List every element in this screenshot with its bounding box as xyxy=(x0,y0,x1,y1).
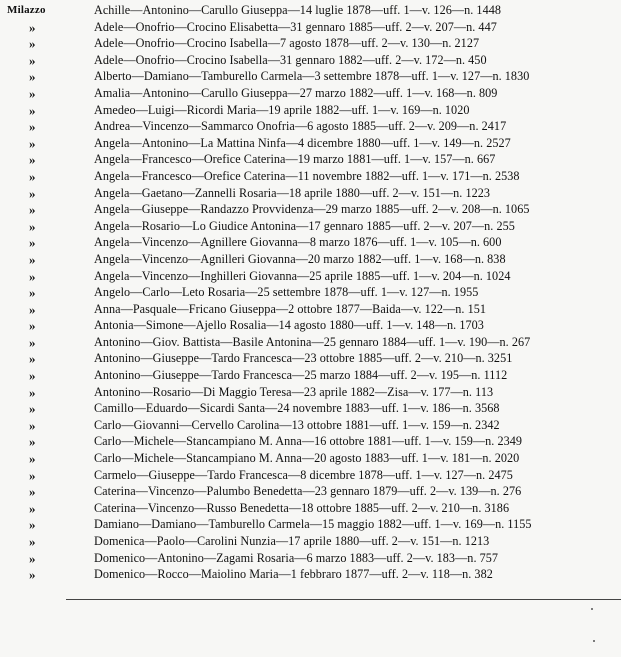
record-row xyxy=(0,317,621,334)
record-entry: Angela—Vincenzo—Agnilleri Giovanna—20 marzo 1882—uff. 1—v. 168—n. 838 xyxy=(94,251,506,266)
record-entry: Domenico—Antonino—Zagami Rosaria—6 marzo 1883—uff. 2—v. 183—n. 757 xyxy=(94,550,499,565)
ditto-mark: » xyxy=(29,268,36,284)
ditto-mark: » xyxy=(29,218,36,234)
record-row xyxy=(0,284,621,301)
ditto-mark: » xyxy=(29,152,36,168)
record-entry: Antonino—Rosario—Di Maggio Teresa—23 aprile 1882—Zisa—v. 177—n. 113 xyxy=(94,384,494,399)
birth-records-list xyxy=(0,2,621,583)
ditto-mark: » xyxy=(29,417,36,433)
ditto-mark: » xyxy=(29,334,36,350)
record-entry: Angela—Rosario—Lo Giudice Antonina—17 gennaro 1885—uff. 2—v. 207—n. 255 xyxy=(94,218,515,233)
ditto-mark: » xyxy=(29,135,36,151)
record-row xyxy=(0,367,621,384)
bottom-rule xyxy=(66,599,621,600)
record-row xyxy=(0,450,621,467)
record-entry: Antonino—Giuseppe—Tardo Francesca—23 ottobre 1885—uff. 2—v. 210—n. 3251 xyxy=(94,351,513,366)
record-entry: Damiano—Damiano—Tamburello Carmela—15 maggio 1882—uff. 1—v. 169—n. 1155 xyxy=(94,517,532,532)
record-row xyxy=(0,102,621,119)
print-speck xyxy=(591,608,593,610)
record-entry: Angela—Francesco—Orefice Caterina—19 marzo 1881—uff. 1—v. 157—n. 667 xyxy=(94,152,496,167)
record-row xyxy=(0,417,621,434)
record-entry: Alberto—Damiano—Tamburello Carmela—3 settembre 1878—uff. 1—v. 127—n. 1830 xyxy=(94,69,530,84)
ditto-mark: » xyxy=(29,285,36,301)
record-entry: Caterina—Vincenzo—Russo Benedetta—18 ottobre 1885—uff. 2—v. 210—n. 3186 xyxy=(94,500,510,515)
ditto-mark: » xyxy=(29,185,36,201)
record-row xyxy=(0,19,621,36)
record-row xyxy=(0,400,621,417)
ditto-mark: » xyxy=(29,517,36,533)
ditto-mark: » xyxy=(29,351,36,367)
record-row xyxy=(0,2,621,19)
record-row xyxy=(0,533,621,550)
record-row xyxy=(0,483,621,500)
record-row xyxy=(0,251,621,268)
ditto-mark: » xyxy=(29,384,36,400)
ditto-mark: » xyxy=(29,534,36,549)
ditto-mark: » xyxy=(29,52,36,68)
ditto-mark: » xyxy=(29,119,36,135)
ditto-mark: » xyxy=(29,318,36,334)
record-entry: Camillo—Eduardo—Sicardi Santa—24 novembre 1883—uff. 1—v. 186—n. 3568 xyxy=(94,401,500,416)
ditto-mark: » xyxy=(29,301,36,317)
record-entry: Angela—Vincenzo—Agnillere Giovanna—8 marzo 1876—uff. 1—v. 105—n. 600 xyxy=(94,235,502,250)
record-row xyxy=(0,135,621,152)
record-row xyxy=(0,85,621,102)
record-entry: Angela—Francesco—Orefice Caterina—11 novembre 1882—uff. 1—v. 171—n. 2538 xyxy=(94,168,520,183)
record-entry: Angela—Vincenzo—Inghilleri Giovanna—25 aprile 1885—uff. 1—v. 204—n. 1024 xyxy=(94,268,511,283)
record-entry: Domenica—Paolo—Carolini Nunzia—17 aprile 1880—uff. 2—v. 151—n. 1213 xyxy=(94,534,490,548)
ditto-mark: » xyxy=(29,102,36,118)
record-row xyxy=(0,301,621,318)
record-entry: Andrea—Vincenzo—Sammarco Onofria—6 agosto 1885—uff. 2—v. 209—n. 2417 xyxy=(94,119,507,134)
record-entry: Adele—Onofrio—Crocino Isabella—31 gennaro 1882—uff. 2—v. 172—n. 450 xyxy=(94,52,487,67)
ditto-mark: » xyxy=(29,368,36,384)
record-row xyxy=(0,52,621,69)
place-heading: Milazzo xyxy=(7,4,46,16)
ditto-mark: » xyxy=(29,36,36,52)
record-entry: Carmelo—Giuseppe—Tardo Francesca—8 dicembre 1878—uff. 1—v. 127—n. 2475 xyxy=(94,467,513,482)
record-entry: Angela—Gaetano—Zannelli Rosaria—18 aprile 1880—uff. 2—v. 151—n. 1223 xyxy=(94,185,491,200)
print-speck xyxy=(593,640,595,642)
record-row xyxy=(0,68,621,85)
record-row xyxy=(0,201,621,218)
record-entry: Anna—Pasquale—Fricano Giuseppa—2 ottobre 1877—Baida—v. 122—n. 151 xyxy=(94,301,487,316)
ditto-mark: » xyxy=(29,202,36,218)
record-entry: Antonino—Giuseppe—Tardo Francesca—25 marzo 1884—uff. 2—v. 195—n. 1112 xyxy=(94,368,508,383)
ditto-mark: » xyxy=(29,168,36,184)
record-entry: Adele—Onofrio—Crocino Isabella—7 agosto 1878—uff. 2—v. 130—n. 2127 xyxy=(94,36,480,51)
ditto-mark: » xyxy=(29,567,36,583)
ditto-mark: » xyxy=(29,69,36,85)
record-entry: Angela—Giuseppe—Randazzo Provvidenza—29 marzo 1885—uff. 2—v. 208—n. 1065 xyxy=(94,202,530,217)
record-entry: Antonia—Simone—Ajello Rosalia—14 agosto 1880—uff. 1—v. 148—n. 1703 xyxy=(94,318,484,333)
record-row xyxy=(0,218,621,235)
record-row xyxy=(0,234,621,251)
record-row xyxy=(0,433,621,450)
ditto-mark: » xyxy=(29,500,36,516)
record-row xyxy=(0,268,621,285)
record-row xyxy=(0,151,621,168)
record-entry: Angela—Antonino—La Mattina Ninfa—4 dicembre 1880—uff. 1—v. 149—n. 2527 xyxy=(94,135,511,150)
ditto-mark: » xyxy=(29,434,36,450)
ditto-mark: » xyxy=(29,401,36,417)
record-entry: Amalia—Antonino—Carullo Giuseppa—27 marzo 1882—uff. 1—v. 168—n. 809 xyxy=(94,85,498,100)
record-entry: Carlo—Giovanni—Cervello Carolina—13 ottobre 1881—uff. 1—v. 159—n. 2342 xyxy=(94,417,500,432)
record-row xyxy=(0,566,621,583)
record-entry: Antonino—Giov. Battista—Basile Antonina—25 gennaro 1884—uff. 1—v. 190—n. 267 xyxy=(94,334,531,349)
record-row xyxy=(0,467,621,484)
record-row xyxy=(0,334,621,351)
record-entry: Carlo—Michele—Stancampiano M. Anna—16 ottobre 1881—uff. 1—v. 159—n. 2349 xyxy=(94,434,523,449)
ditto-mark: » xyxy=(29,251,36,267)
record-entry: Adele—Onofrio—Crocino Elisabetta—31 gennaro 1885—uff. 2—v. 207—n. 447 xyxy=(94,19,497,34)
record-row xyxy=(0,516,621,533)
record-row xyxy=(0,550,621,567)
record-row xyxy=(0,350,621,367)
ditto-mark: » xyxy=(29,19,36,35)
ditto-mark: » xyxy=(29,85,36,101)
record-entry: Angelo—Carlo—Leto Rosaria—25 settembre 1878—uff. 1—v. 127—n. 1955 xyxy=(94,285,479,300)
ditto-mark: » xyxy=(29,484,36,500)
record-entry: Amedeo—Luigi—Ricordi Maria—19 aprile 1882—uff. 1—v. 169—n. 1020 xyxy=(94,102,470,117)
record-row xyxy=(0,118,621,135)
record-entry: Domenico—Rocco—Maiolino Maria—1 febbraro 1877—uff. 2—v. 118—n. 382 xyxy=(94,567,493,582)
record-entry: Caterina—Vincenzo—Palumbo Benedetta—23 gennaro 1879—uff. 2—v. 139—n. 276 xyxy=(94,484,522,499)
ditto-mark: » xyxy=(29,467,36,483)
record-row xyxy=(0,384,621,401)
record-row xyxy=(0,168,621,185)
record-entry: Achille—Antonino—Carullo Giuseppa—14 luglie 1878—uff. 1—v. 126—n. 1448 xyxy=(94,3,502,17)
record-entry: Carlo—Michele—Stancampiano M. Anna—20 agosto 1883—uff. 1—v. 181—n. 2020 xyxy=(94,451,520,466)
record-row xyxy=(0,500,621,517)
ditto-mark: » xyxy=(29,451,36,467)
ditto-mark: » xyxy=(29,235,36,251)
record-row xyxy=(0,185,621,202)
ditto-mark: » xyxy=(29,550,36,566)
record-row xyxy=(0,35,621,52)
